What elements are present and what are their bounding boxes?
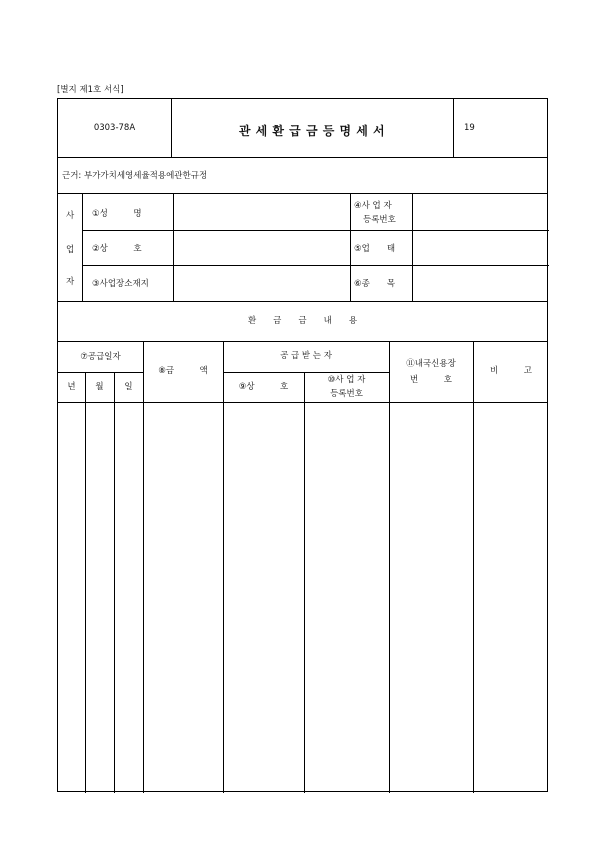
amount-header: ⑧금 액: [158, 366, 208, 376]
month-header: 월: [95, 382, 104, 392]
supply-date-header: ⑦공급일자: [80, 352, 121, 362]
refund-statement-form: [57, 98, 548, 792]
divider: [453, 99, 454, 157]
local-lc-header: 번 호: [410, 375, 452, 385]
divider: [58, 157, 547, 158]
side-label-char: 사: [66, 211, 75, 221]
year-header: 년: [67, 382, 76, 392]
page-title: 관 세 환 급 금 등 명 세 서: [238, 124, 386, 138]
basis-text: 근거: 부가가치세영세율적용에관한규정: [62, 171, 208, 181]
item-field[interactable]: [413, 266, 548, 300]
reg-no-field[interactable]: [413, 194, 548, 229]
divider: [223, 372, 389, 373]
trade-name-label: ②상 호: [92, 244, 142, 254]
recipient-header: 공 급 받 는 자: [280, 351, 332, 361]
form-code: 0303-78A: [93, 123, 136, 133]
refund-section-title: 환 금 금 내 용: [247, 316, 358, 326]
form-label: [별지 제1호 서식]: [57, 85, 124, 95]
reg-no-label: ④사 업 자: [354, 201, 392, 211]
item-label: ⑥종 목: [354, 279, 396, 289]
address-field[interactable]: [174, 266, 349, 300]
recipient-trade-name-header: ⑨상 호: [238, 382, 289, 392]
side-label-char: 자: [66, 277, 75, 287]
divider: [58, 372, 143, 373]
business-type-field[interactable]: [413, 231, 548, 264]
recipient-reg-no-header: ⑩사 업 자: [327, 375, 366, 385]
trade-name-field[interactable]: [174, 231, 349, 264]
local-lc-header: ⑪내국신용장: [406, 359, 456, 369]
side-label-char: 업: [66, 245, 75, 255]
remarks-header: 비 고: [490, 366, 532, 376]
address-label: ③사업장소재지: [92, 279, 149, 289]
reg-no-label: 등록번호: [363, 215, 396, 225]
form-number: 19: [464, 123, 475, 133]
business-type-label: ⑤업 태: [354, 244, 396, 254]
recipient-reg-no-header: 등록번호: [330, 389, 363, 399]
divider: [350, 193, 351, 301]
name-label: ①성 명: [92, 209, 142, 219]
name-field[interactable]: [174, 194, 349, 229]
divider: [58, 301, 547, 302]
entry-area[interactable]: [58, 403, 549, 791]
divider: [82, 193, 83, 301]
day-header: 일: [124, 382, 133, 392]
